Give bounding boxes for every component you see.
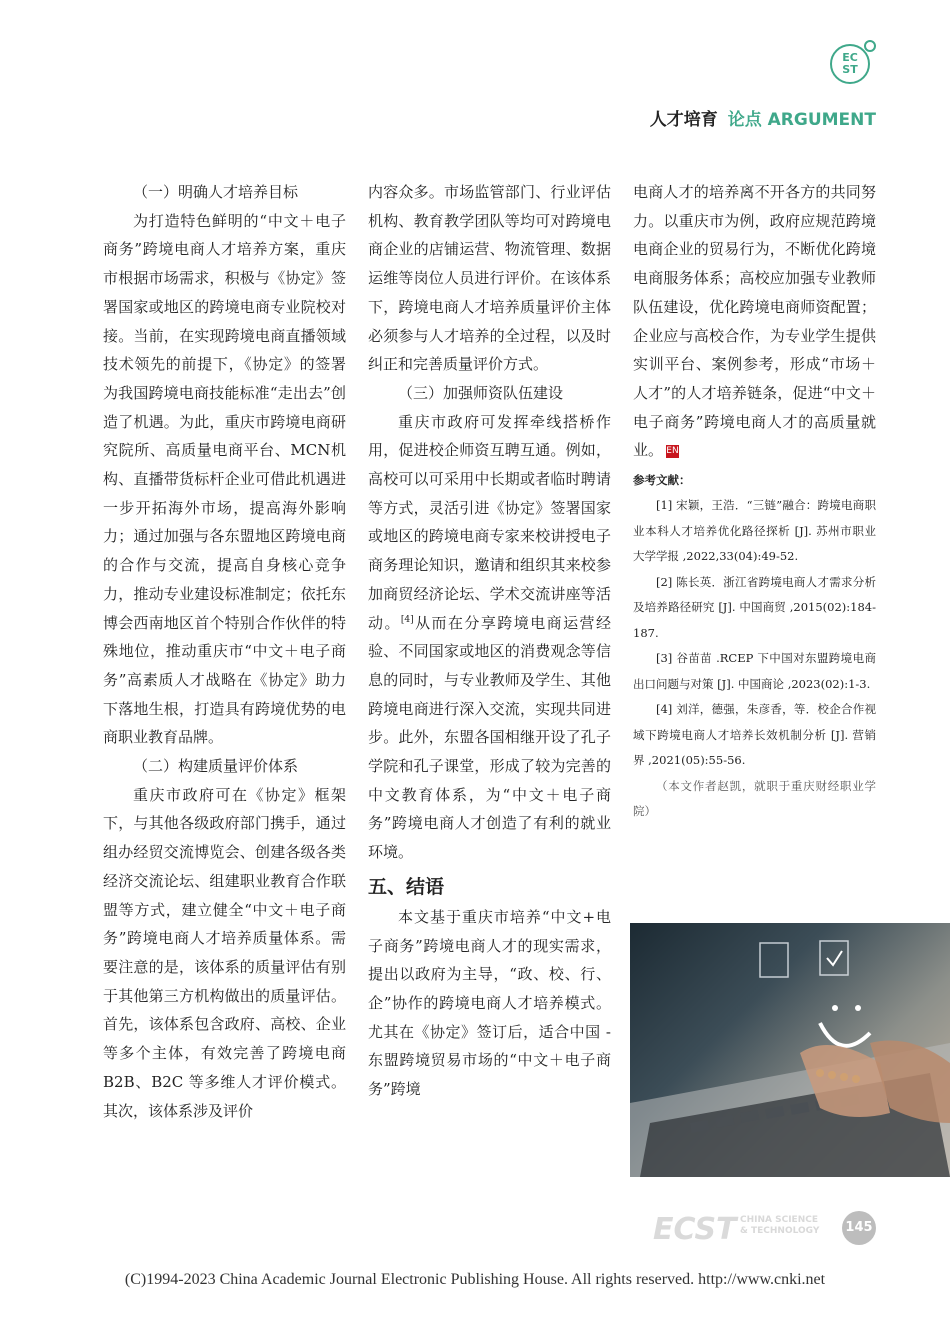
logo-dot-icon bbox=[864, 40, 876, 52]
text-span: 重庆市政府可发挥牵线搭桥作用，促进校企师资互聘互通。例如，高校可以可采用中长期或者临时聘请等方式，灵活引进《协定》签署国家或地区的跨境电商专家来校讲授电子商务理论知识，邀请和组织其来校参加商贸经济论坛、学术交流讲座等活动。 bbox=[368, 412, 611, 632]
laptop-photo bbox=[630, 923, 950, 1177]
reference-item: [4] 刘洋，德强，朱彦香，等．校企合作视域下跨境电商人才培养长效机制分析 [J]. 营销界 ,2021(05):55-56. bbox=[633, 702, 876, 768]
paragraph: 重庆市政府可在《协定》框架下，与其他各级政府部门携手，通过组办经贸交流博览会、创建各级各类经济交流论坛、组建职业教育合作联盟等方式，建立健全“中文＋电子商务”跨境电商人才培养质量体系。需要注意的是，该体系的质量评估有别于其他第三方机构做出的质量评估。首先，该体系包含政府、高校、企业等多个主体，有效完善了跨境电商 B2B、B2C 等多维人才评价模式。其次，该体系涉及评价 bbox=[103, 785, 346, 1120]
footer-logo-sub bbox=[740, 1215, 819, 1237]
logo-line1: EC bbox=[842, 51, 858, 64]
column-2 bbox=[368, 178, 611, 1104]
text-span: 电商人才的培养离不开各方的共同努力。以重庆市为例，政府应规范跨境电商企业的贸易行为，不断优化跨境电商服务体系；高校应加强专业教师队伍建设，优化跨境电商师资配置；企业应与高校合作，为专业学生提供实训平台、案例参考，形成“市场＋人才”的人才培养链条，促进“中文＋电子商务”跨境电商人才的高质量就业。 bbox=[633, 183, 876, 460]
reference-item: [2] 陈长英．浙江省跨境电商人才需求分析及培养路径研究 [J]. 中国商贸 ,2015(02):184-187. bbox=[633, 574, 876, 640]
reference-item: [3] 谷苗苗 .RCEP 下中国对东盟跨境电商出口问题与对策 [J]. 中国商论 ,2023(02):1-3. bbox=[633, 651, 876, 691]
photo-illustration bbox=[630, 923, 950, 1177]
subheading-3: （三）加强师资队伍建设 bbox=[398, 383, 564, 402]
section-heading: 五、结语 bbox=[368, 875, 445, 898]
paragraph: 本文基于重庆市培养“中文+电子商务”跨境电商人才的现实需求，提出以政府为主导，“政、校、行、企”协作的跨境电商人才培养模式。尤其在《协定》签订后，适合中国 - 东盟跨境贸易市场的“中文＋电子商务”跨境 bbox=[368, 907, 611, 1099]
section-tag bbox=[650, 105, 876, 130]
text-span: 从而在分享跨境电商运营经验、不同国家或地区的消费观念等信息的同时，与专业教师及学生、其他跨境电商进行深入交流，实现共同进步。此外，东盟各国相继开设了孔子学院和孔子课堂，形成了较为完善的中文教育体系，为“中文＋电子商务”跨境电商人才创造了有利的就业环境。 bbox=[368, 613, 611, 862]
journal-logo bbox=[830, 44, 870, 84]
citation: [4] bbox=[400, 614, 414, 625]
section-cn: 人才培育 bbox=[649, 110, 718, 130]
page-number: 145 bbox=[842, 1211, 876, 1245]
column-3 bbox=[633, 178, 876, 824]
paragraph: 内容众多。市场监管部门、行业评估机构、教育教学团队等均可对跨境电商企业的店铺运营、物流管理、数据运维等岗位人员进行评价。在该体系下，跨境电商人才培养质量评价主体必须参与人才培养的全过程，以及时纠正和完善质量评价方式。 bbox=[368, 183, 611, 374]
reference-item: [1] 宋颖，王浩．“三链”融合：跨境电商职业本科人才培养优化路径探析 [J]. 苏州市职业大学学报 ,2022,33(04):49-52. bbox=[633, 498, 876, 564]
author-note: （本文作者赵凯，就职于重庆财经职业学院） bbox=[633, 778, 876, 818]
subheading-1: （一）明确人才培养目标 bbox=[133, 183, 299, 201]
references-title: 参考文献： bbox=[633, 473, 691, 488]
footer-logo-sub2: & TECHNOLOGY bbox=[740, 1226, 820, 1236]
paragraph: 为打造特色鲜明的“中文＋电子商务”跨境电商人才培养方案，重庆市根据市场需求，积极与《协定》签署国家或地区的跨境电商专业院校对接。当前，在实现跨境电商直播领域技术领先的前提下，《协定》的签署为我国跨境电商技能标准“走出去”创造了机遇。为此，重庆市跨境电商研究院所、高质量电商平台、MCN机构、直播带货标杆企业可借此机遇进一步开拓海外市场，提高海外影响力；通过加强与各东盟地区跨境电商的合作与交流，提高自身核心竞争力，推动专业建设标准制定；依托东博会西南地区首个特别合作伙伴的特殊地位，推动重庆市“中文＋电子商务”高素质人才战略在《协定》助力下落地生根，打造具有跨境优势的电商职业教育品牌。 bbox=[103, 211, 346, 747]
paragraph bbox=[368, 408, 611, 867]
copyright-line: (C)1994-2023 China Academic Journal Electronic Publishing House. All rights reserved. http://www.cnki.net bbox=[124, 1271, 826, 1288]
footer-logo-sub1: CHINA SCIENCE bbox=[740, 1215, 818, 1225]
logo-line2: ST bbox=[842, 63, 858, 76]
paragraph bbox=[633, 178, 876, 465]
subheading-2: （二）构建质量评价体系 bbox=[133, 757, 299, 776]
section-en: 论点 ARGUMENT bbox=[727, 110, 876, 130]
column-1 bbox=[103, 178, 346, 1125]
end-mark-icon: EN bbox=[666, 445, 679, 456]
footer-logo: ECST bbox=[653, 1212, 737, 1247]
